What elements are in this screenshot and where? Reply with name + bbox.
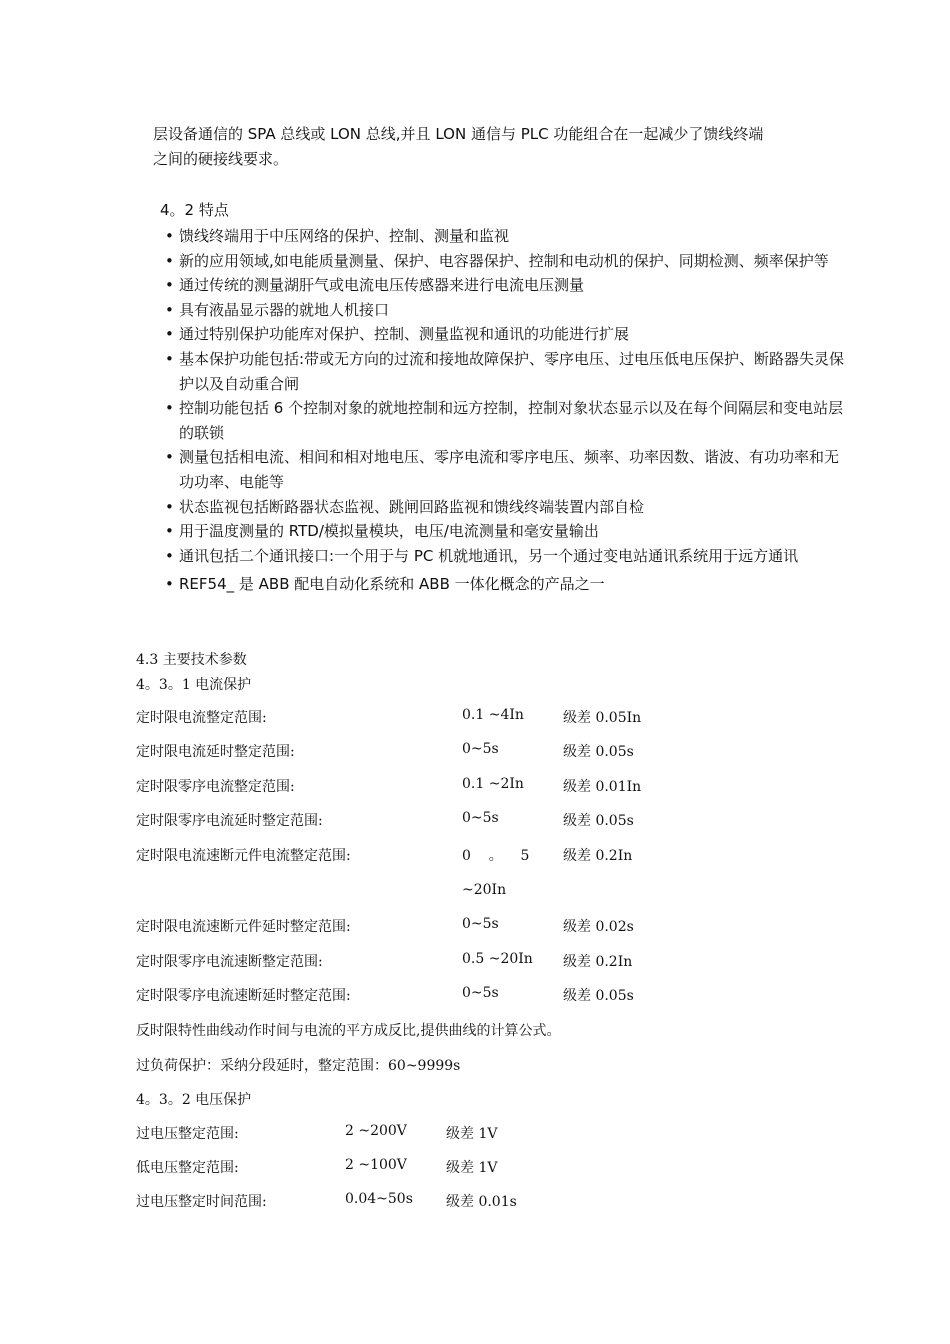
feature-item: • 测量包括相电流、相间和相对地电压、零序电流和零序电压、频率、功率因数、谐波、有功功率和无功功率、电能等 — [163, 445, 853, 494]
param-label: 定时限零序电流延时整定范围: — [136, 813, 323, 829]
param-label: 定时限电流整定范围: — [136, 710, 267, 726]
param-label: 定时限零序电流速断整定范围: — [136, 954, 323, 970]
intro-line: 之间的硬接线要求。 — [153, 150, 289, 168]
bullet-icon: • — [165, 546, 174, 565]
overload-note: 过负荷保护：采纳分段延时，整定范围：60~9999s — [136, 1058, 461, 1074]
intro-line: 层设备通信的 SPA 总线或 LON 总线,并且 LON 通信与 PLC 功能组合在一起减少了馈线终端 — [153, 125, 764, 143]
param-label: 低电压整定范围: — [136, 1160, 239, 1176]
feature-item: • 具有液晶显示器的就地人机接口 — [163, 298, 853, 323]
feature-item: • 通过传统的测量湖肝气或电流电压传感器来进行电流电压测量 — [163, 273, 853, 298]
param-label: 定时限电流速断元件延时整定范围: — [136, 919, 351, 935]
param-range: ~20In — [462, 882, 507, 898]
param-range: 2 ~200V — [345, 1123, 407, 1139]
param-range: 0.5 ~20In — [462, 951, 533, 967]
param-step: 级差 0.02s — [563, 919, 634, 935]
param-label: 定时限零序电流整定范围: — [136, 779, 295, 795]
bullet-icon: • — [165, 227, 174, 245]
param-label: 定时限电流速断元件电流整定范围: — [136, 848, 351, 864]
bullet-icon: • — [165, 251, 174, 270]
param-step: 级差 0.05s — [563, 988, 634, 1004]
param-range: 0~5s — [462, 810, 499, 826]
feature-item: • 控制功能包括 6 个控制对象的就地控制和远方控制，控制对象状态显示以及在每个间隔层和变电站层的联锁 — [163, 396, 853, 445]
feature-item: • 状态监视包括断路器状态监视、跳闸回路监视和馈线终端装置内部自检 — [163, 495, 853, 520]
feature-item: • 用于温度测量的 RTD/模拟量模块，电压/电流测量和毫安量输出 — [163, 519, 853, 544]
tech-params-heading: 4.3 主要技术参数 — [136, 652, 247, 668]
features-heading: 4。2 特点 — [160, 201, 229, 219]
feature-item: • 新的应用领域,如电能质量测量、保护、电容器保护、控制和电动机的保护、同期检测、频率保护等 — [163, 249, 853, 274]
param-label: 定时限电流延时整定范围: — [136, 744, 295, 760]
param-step: 级差 0.01s — [446, 1194, 517, 1210]
param-step: 级差 0.01In — [563, 779, 642, 795]
feature-item: • REF54_ 是 ABB 配电自动化系统和 ABB 一体化概念的产品之一 — [163, 572, 853, 597]
feature-item: • 通讯包括二个通讯接口:一个用于与 PC 机就地通讯，另一个通过变电站通讯系统用于远方通讯 — [163, 544, 853, 569]
param-step: 级差 0.05s — [563, 744, 634, 760]
bullet-icon: • — [165, 300, 174, 319]
param-range: 0~5s — [462, 985, 499, 1001]
param-label: 过电压整定范围: — [136, 1126, 239, 1142]
bullet-icon: • — [165, 497, 174, 516]
feature-item: • 基本保护功能包括:带或无方向的过流和接地故障保护、零序电压、过电压低电压保护、断路器失灵保护以及自动重合闸 — [163, 347, 853, 396]
param-step: 级差 1V — [446, 1126, 498, 1142]
feature-item: • 通过特别保护功能库对保护、控制、测量监视和通讯的功能进行扩展 — [163, 322, 853, 347]
param-range: 0~5s — [462, 741, 499, 757]
param-step: 级差 0.2In — [563, 954, 633, 970]
param-label: 定时限零序电流速断延时整定范围: — [136, 988, 351, 1004]
bullet-icon: • — [165, 522, 174, 541]
param-step: 级差 0.2In — [563, 848, 633, 864]
bullet-icon: • — [165, 349, 174, 368]
bullet-icon: • — [165, 325, 174, 344]
bullet-icon: • — [165, 276, 174, 295]
bullet-icon: • — [165, 575, 174, 594]
param-range: 0.04~50s — [345, 1191, 413, 1207]
feature-item: • 馈线终端用于中压网络的保护、控制、测量和监视 — [163, 224, 853, 249]
features-list — [163, 224, 853, 597]
param-step: 级差 0.05s — [563, 813, 634, 829]
param-range: 2 ~100V — [345, 1157, 407, 1173]
param-range: 0~5s — [462, 916, 499, 932]
voltage-protection-heading: 4。3。2 电压保护 — [136, 1092, 252, 1108]
param-range: 0 。 5 — [462, 848, 530, 864]
bullet-icon: • — [165, 448, 174, 467]
intro-paragraph — [153, 122, 853, 172]
param-range: 0.1 ~4In — [462, 707, 524, 723]
inverse-time-note: 反时限特性曲线动作时间与电流的平方成反比,提供曲线的计算公式。 — [136, 1023, 561, 1039]
param-step: 级差 1V — [446, 1160, 498, 1176]
param-step: 级差 0.05In — [563, 710, 642, 726]
param-label: 过电压整定时间范围: — [136, 1194, 267, 1210]
param-range: 0.1 ~2In — [462, 776, 524, 792]
bullet-icon: • — [165, 399, 174, 418]
current-protection-heading: 4。3。1 电流保护 — [136, 677, 252, 693]
